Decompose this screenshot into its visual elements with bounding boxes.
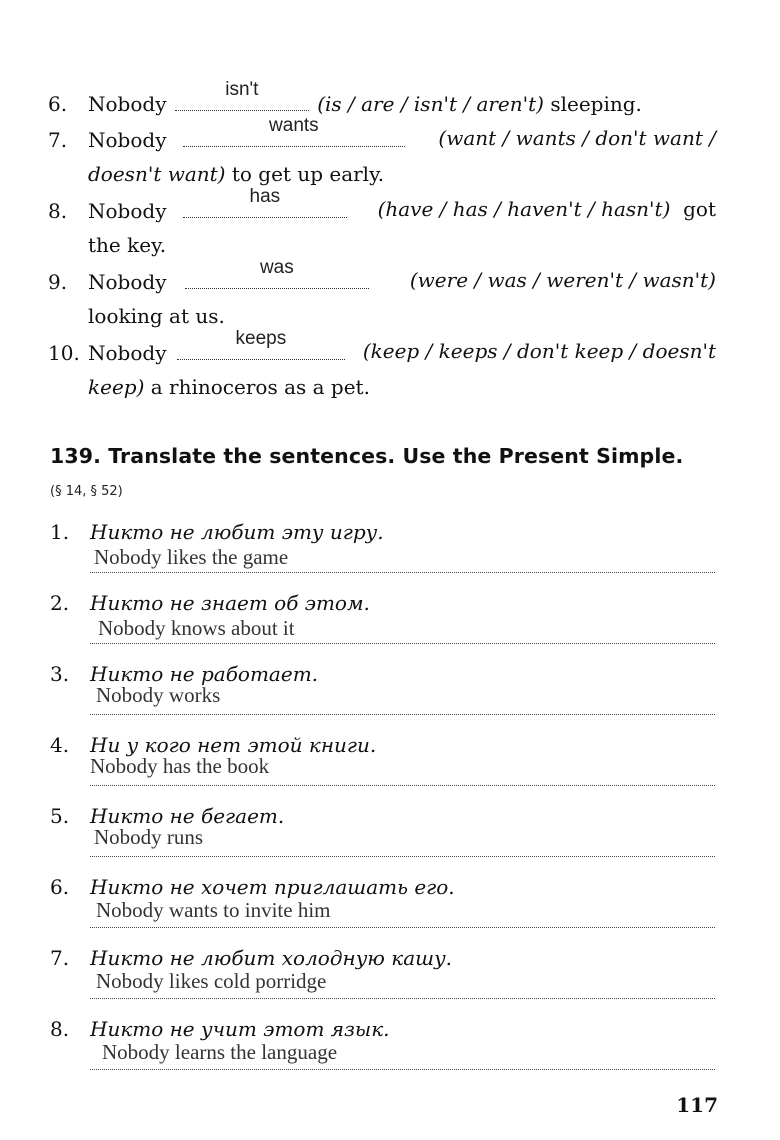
answer-line (90, 544, 715, 573)
russian-sentence: Ни у кого нет этой книги. (90, 733, 377, 757)
handwritten-answer: Nobody learns the language (102, 1040, 338, 1064)
item-options-continued: keep) (88, 375, 145, 399)
item-number: 10. (48, 341, 80, 365)
exercise-item-7 (48, 115, 718, 152)
item-start: Nobody (88, 199, 167, 223)
item-options: (want / wants / don't want / (438, 126, 716, 150)
russian-sentence: Никто не знает об этом. (90, 591, 370, 615)
item-options: (keep / keeps / don't keep / doesn't (362, 339, 716, 363)
answer-blank (177, 328, 345, 360)
item-number: 8. (50, 1017, 70, 1041)
russian-sentence: Никто не бегает. (90, 804, 285, 828)
handwritten-answer: Nobody knows about it (98, 616, 295, 640)
answer-line (90, 1041, 715, 1070)
handwritten-answer: Nobody runs (94, 825, 204, 849)
translation-item (50, 875, 715, 928)
item-number: 3. (50, 662, 70, 686)
handwritten-answer: Nobody wants to invite him (96, 898, 331, 922)
item-start: Nobody (88, 92, 167, 116)
item-number: 7. (50, 946, 70, 970)
item-start: Nobody (88, 128, 167, 152)
answer-line (90, 754, 715, 786)
item-number: 5. (50, 804, 70, 828)
russian-sentence: Никто не хочет приглашать его. (90, 875, 455, 899)
item-rest: looking at us. (88, 304, 225, 328)
handwritten-answer: wants (269, 115, 319, 136)
item-rest: the key. (88, 233, 167, 257)
item-number: 8. (48, 199, 68, 223)
item-number: 6. (48, 92, 68, 116)
translation-item (50, 591, 715, 644)
item-start: Nobody (88, 341, 167, 365)
russian-sentence: Никто не любит холодную кашу. (90, 946, 453, 970)
exercise-item-9 (48, 257, 718, 294)
item-options-continued: doesn't want) (88, 162, 226, 186)
translation-item (50, 1017, 715, 1070)
answer-blank (183, 186, 347, 218)
grammar-reference: (§ 14, § 52) (50, 484, 123, 499)
translation-item (50, 946, 715, 999)
exercise-item-10 (48, 328, 718, 365)
exercise-item-9-continued (88, 304, 225, 328)
item-rest: got (683, 197, 716, 221)
answer-blank (185, 257, 369, 289)
translation-item (50, 804, 715, 857)
item-number: 9. (48, 270, 68, 294)
page-number: 117 (676, 1093, 718, 1117)
item-options: (have / has / haven't / hasn't) (377, 197, 671, 221)
russian-sentence: Никто не работает. (90, 662, 319, 686)
item-options: (is / are / isn't / aren't) (317, 92, 544, 116)
handwritten-answer: isn't (225, 79, 259, 100)
answer-blank (175, 79, 309, 111)
exercise-item-6 (48, 79, 718, 116)
translation-item (50, 520, 715, 573)
item-number: 4. (50, 733, 70, 757)
answer-blank (183, 115, 405, 147)
russian-sentence: Никто не любит эту игру. (90, 520, 384, 544)
item-number: 2. (50, 591, 70, 615)
exercise-item-8 (48, 186, 718, 223)
translation-item (50, 733, 715, 786)
handwritten-answer: keeps (235, 328, 287, 349)
item-options: (were / was / weren't / wasn't) (409, 268, 716, 292)
item-number: 1. (50, 520, 70, 544)
handwritten-answer: Nobody has the book (90, 754, 270, 778)
answer-line (90, 683, 715, 715)
translation-item (50, 662, 715, 715)
handwritten-answer: has (249, 186, 281, 207)
item-rest: sleeping. (550, 92, 642, 116)
item-number: 7. (48, 128, 68, 152)
handwritten-answer: Nobody works (96, 683, 221, 707)
handwritten-answer: was (259, 257, 294, 278)
exercise-item-7-continued (88, 162, 384, 186)
handwritten-answer: Nobody likes cold porridge (96, 969, 327, 993)
item-start: Nobody (88, 270, 167, 294)
exercise-item-10-continued (88, 375, 370, 399)
answer-line (90, 825, 715, 857)
item-rest: a rhinoceros as a pet. (150, 375, 370, 399)
item-rest: to get up early. (231, 162, 385, 186)
exercise-item-8-continued (88, 233, 166, 257)
answer-line (90, 970, 715, 999)
answer-line (90, 615, 715, 644)
item-number: 6. (50, 875, 70, 899)
handwritten-answer: Nobody likes the game (94, 545, 289, 569)
answer-line (90, 899, 715, 928)
exercise-title: 139. Translate the sentences. Use the Present Simple. (50, 444, 684, 468)
russian-sentence: Никто не учит этот язык. (90, 1017, 390, 1041)
